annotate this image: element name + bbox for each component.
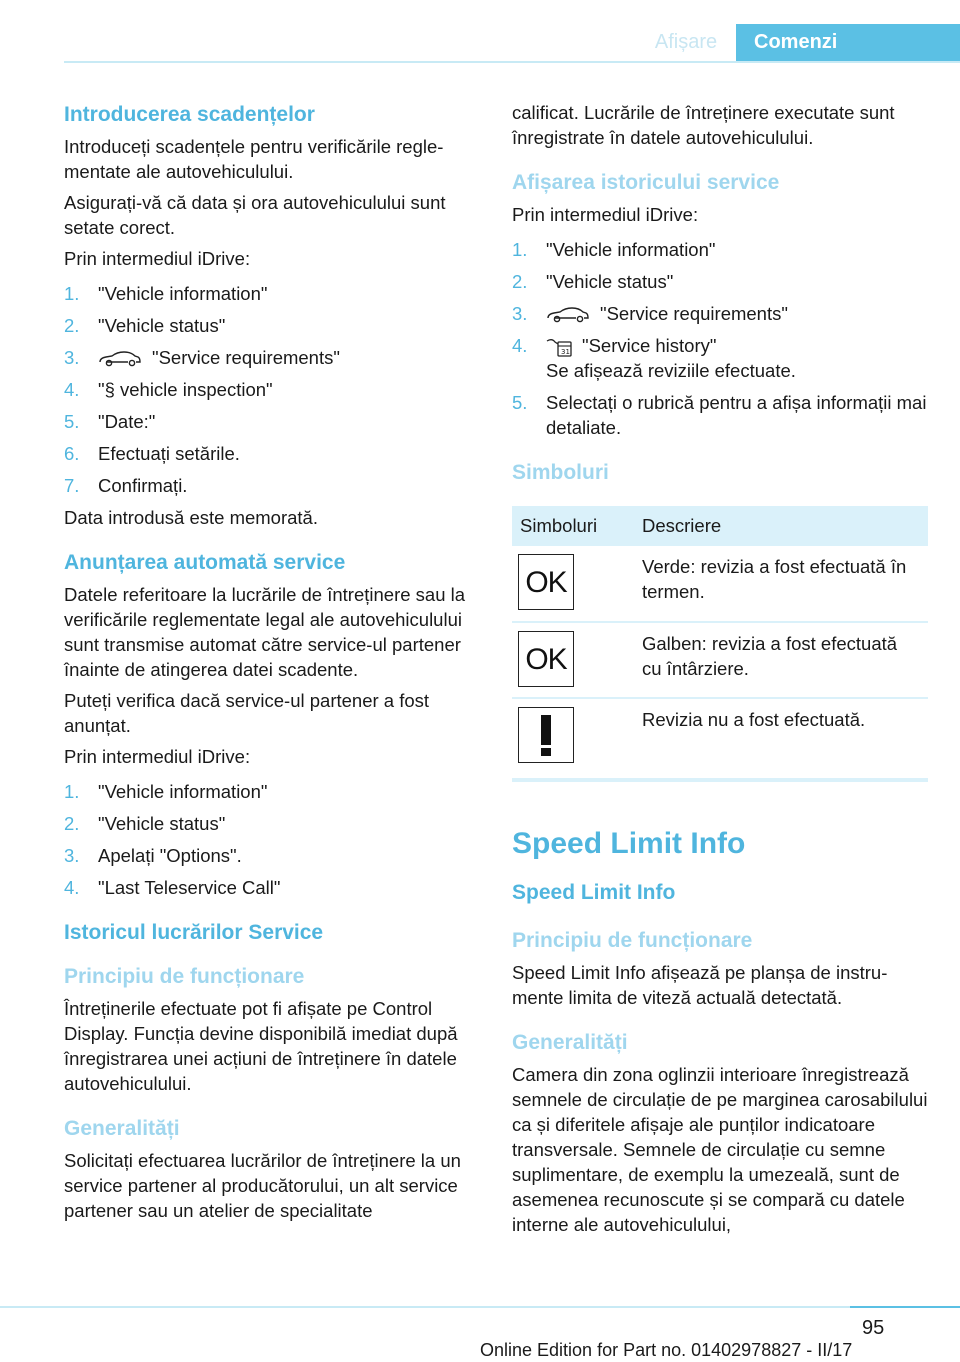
header-tab-display: Afișare: [654, 31, 718, 53]
chapter-title: Speed Limit Info: [512, 827, 746, 861]
paragraph: Prin intermediul iDrive:: [64, 248, 251, 269]
table-header-cell: Descriere: [634, 506, 928, 546]
header-divider: [64, 61, 960, 63]
subsection-title-principle: Principiu de funcționare: [64, 965, 305, 988]
table-row: [512, 622, 928, 698]
paragraph: Introduceți scadențele pentru verificările reglementate ale autovehiculului.: [64, 136, 444, 182]
table-header-row: [512, 506, 928, 546]
paragraph: Puteți verifica dacă service-ul partener a fost anunțat.: [64, 690, 430, 736]
paragraph: Camera din zona oglinzii interioare înregistrează semnele de circulație de pe marginea carosabilului ca și diferitele afișaje ale punților indicatoare transversale. Semnele de circulație cu semne suplimentare, de exemplu la umezeală, sunt de asemenea recunoscute și se compară cu datele interne ale autovehiculului,: [512, 1064, 928, 1236]
paragraph: Solicitați efectuarea lucrărilor de întreținere la un service partener al producătorului, un alt service partener sau un atelier de specialitate: [64, 1150, 461, 1221]
paragraph: Întreținerile efectuate pot fi afișate pe Control Display. Funcția devine disponibilă imediat după înregistrarea unei acțiuni de întreținere în datele autovehiculului.: [64, 998, 458, 1094]
exclamation-icon: [518, 707, 574, 763]
table-row: [512, 698, 928, 780]
paragraph: Datele referitoare la lucrările de întreținere sau la verificările reglementate legal ale autovehiculului sunt transmise automat către service-ul partener înainte de atingerea datei scadente.: [64, 584, 466, 680]
step-note: Se afișează reviziile efectuate.: [546, 360, 796, 382]
list-item: 4. 31 "Service history" Se afișează reviziile efectuate.: [512, 335, 796, 382]
list-item: 6. Efectuați setările.: [64, 443, 240, 464]
section-title-service-history: Istoricul lucrărilor Service: [64, 921, 324, 944]
table-cell: Revizia nu a fost efectuată.: [634, 698, 928, 780]
list-item: 2. "Vehicle status": [64, 315, 226, 336]
list-item: 3. "Service requirements": [64, 347, 340, 368]
table-cell: Galben: revizia a fost efectuată cu întârziere.: [634, 622, 928, 698]
service-history-icon: [546, 336, 574, 358]
paragraph: Prin intermediul iDrive:: [64, 746, 251, 767]
section-title-auto-service: Anunțarea automată service: [64, 551, 346, 574]
section-title-symbols: Simboluri: [512, 461, 609, 485]
paragraph: Data introdusă este memorată.: [64, 507, 318, 528]
list-item: 3. "Service requirements": [512, 303, 788, 324]
paragraph: Speed Limit Info afișează pe planșa de instrumente limita de viteză actuală detectată.: [512, 962, 888, 1009]
car-icon: [546, 307, 590, 323]
footer-divider: [0, 1306, 960, 1308]
header-tab-controls: Comenzi: [736, 24, 960, 61]
ok-green-icon: OK: [518, 554, 574, 610]
list-item: 5. Selectați o rubrică pentru a afișa informații mai detaliate.: [512, 392, 927, 439]
paragraph: calificat. Lucrările de întreținere executate sunt înregistrate în datele autovehiculului.: [512, 102, 895, 148]
section-title-show-history: Afișarea istoricului service: [512, 171, 780, 194]
paragraph: Prin intermediul iDrive:: [512, 204, 699, 225]
list-item: 1. "Vehicle information": [512, 239, 716, 260]
svg-text:31: 31: [561, 348, 570, 357]
section-title-speed-limit: Speed Limit Info: [512, 881, 676, 905]
table-row: [512, 546, 928, 622]
steps-list-due-dates: [64, 281, 484, 498]
ok-yellow-icon: OK: [518, 631, 574, 687]
table-header-cell: Simboluri: [512, 506, 634, 546]
list-item: 5. "Date:": [64, 411, 156, 432]
list-item: 2. "Vehicle status": [64, 813, 226, 834]
table-cell: Verde: revizia a fost efectuată în termen.: [634, 546, 928, 622]
section-title-due-dates: Introducerea scadențelor: [64, 103, 315, 126]
symbols-table: [512, 506, 928, 782]
subsection-title-general: Generalități: [512, 1031, 628, 1055]
steps-list-auto-service: [64, 779, 484, 900]
car-icon: [98, 351, 142, 367]
list-item: 4. "§ vehicle inspection": [64, 379, 273, 400]
steps-list-show-history: [512, 237, 928, 440]
right-column: [512, 100, 928, 1237]
list-item: 1. "Vehicle information": [64, 781, 268, 802]
subsection-title-general: Generalități: [64, 1117, 180, 1140]
list-item: 1. "Vehicle information": [64, 283, 268, 304]
paragraph: Asigurați-vă că data și ora autovehiculului sunt setate corect.: [64, 192, 446, 238]
list-item: 4. "Last Teleservice Call": [64, 877, 281, 898]
list-item: 3. Apelați "Options".: [64, 845, 242, 866]
list-item: 7. Confirmați.: [64, 475, 188, 496]
page-number: 95: [862, 1317, 885, 1339]
left-column: [64, 100, 484, 1223]
edition-note: Online Edition for Part no. 01402978827 - II/17: [480, 1340, 853, 1360]
list-item: 2. "Vehicle status": [512, 271, 674, 292]
subsection-title-principle: Principiu de funcționare: [512, 929, 753, 953]
